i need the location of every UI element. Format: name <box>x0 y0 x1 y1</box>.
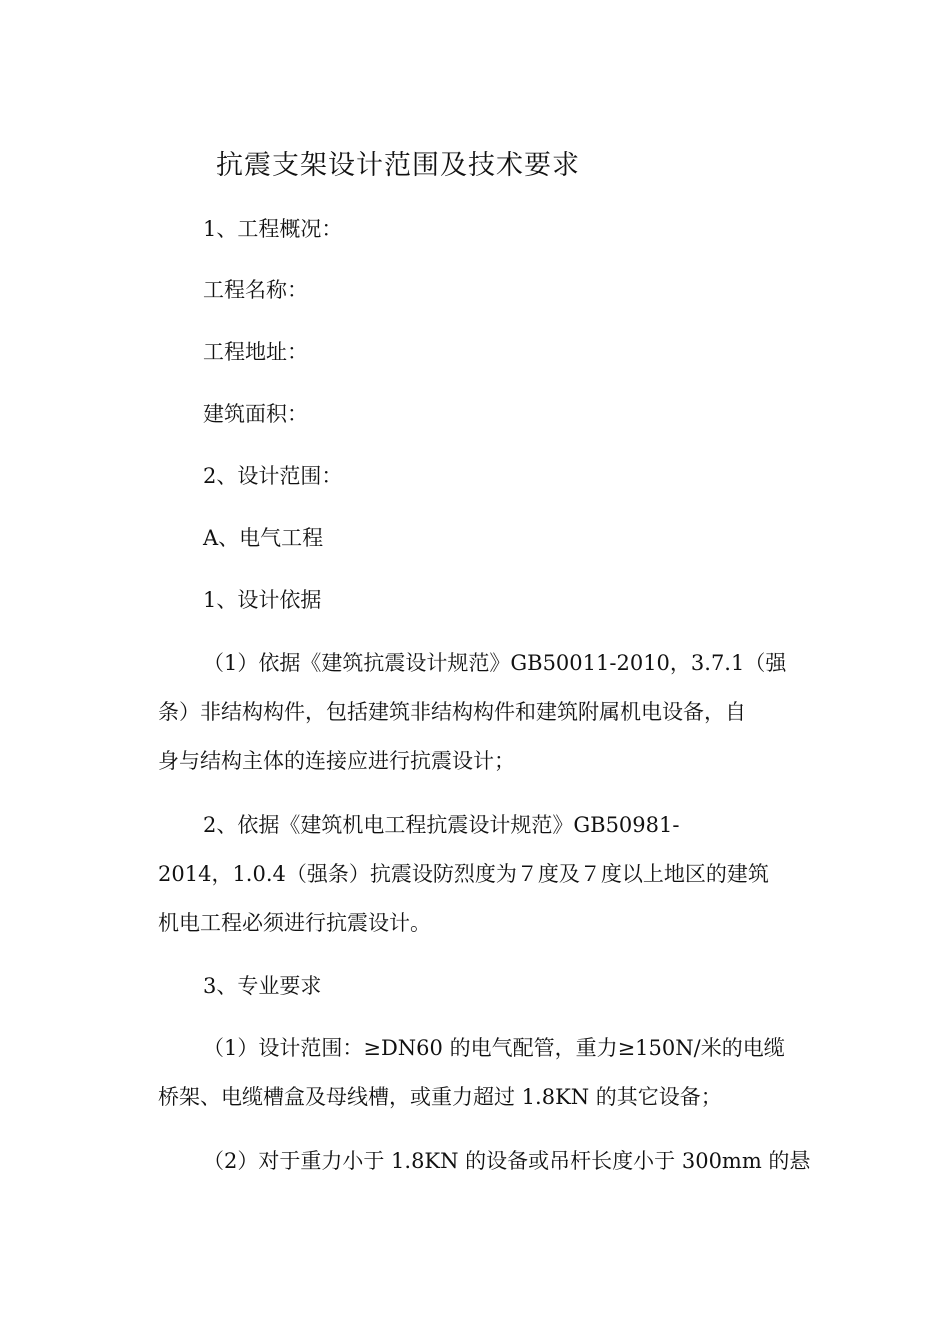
basis-item1-line2: 条）非结构构件，包括建筑非结构构件和建筑附属机电设备，自 <box>158 700 746 724</box>
project-address-label: 工程地址： <box>203 340 308 364</box>
basis-item1-line1: （1）依据《建筑抗震设计规范》GB50011-2010，3.7.1（强 <box>203 651 787 675</box>
document-title: 抗震支架设计范围及技术要求 <box>216 150 580 181</box>
building-area-label: 建筑面积： <box>203 402 308 426</box>
basis-item2-line1: 2、依据《建筑机电工程抗震设计规范》GB50981- <box>203 813 680 837</box>
professional-requirements-heading: 3、专业要求 <box>203 974 322 998</box>
basis-item2-line2: 2014，1.0.4（强条）抗震设防烈度为７度及７度以上地区的建筑 <box>158 862 769 886</box>
requirement-item1-line1: （1）设计范围：≥DN60 的电气配管，重力≥150N/米的电缆 <box>203 1036 785 1060</box>
subsection-a-heading: A、电气工程 <box>203 526 324 550</box>
basis-item2-line3: 机电工程必须进行抗震设计。 <box>158 911 431 935</box>
project-name-label: 工程名称： <box>203 278 308 302</box>
requirement-item1-line2: 桥架、电缆槽盒及母线槽，或重力超过 1.8KN 的其它设备； <box>158 1085 722 1109</box>
basis-item1-line3: 身与结构主体的连接应进行抗震设计； <box>158 749 515 773</box>
section1-heading: 1、工程概况： <box>203 217 343 241</box>
requirement-item2-line1: （2）对于重力小于 1.8KN 的设备或吊杆长度小于 300mm 的悬 <box>203 1149 811 1173</box>
design-basis-heading: 1、设计依据 <box>203 588 322 612</box>
section2-heading: 2、设计范围： <box>203 464 343 488</box>
